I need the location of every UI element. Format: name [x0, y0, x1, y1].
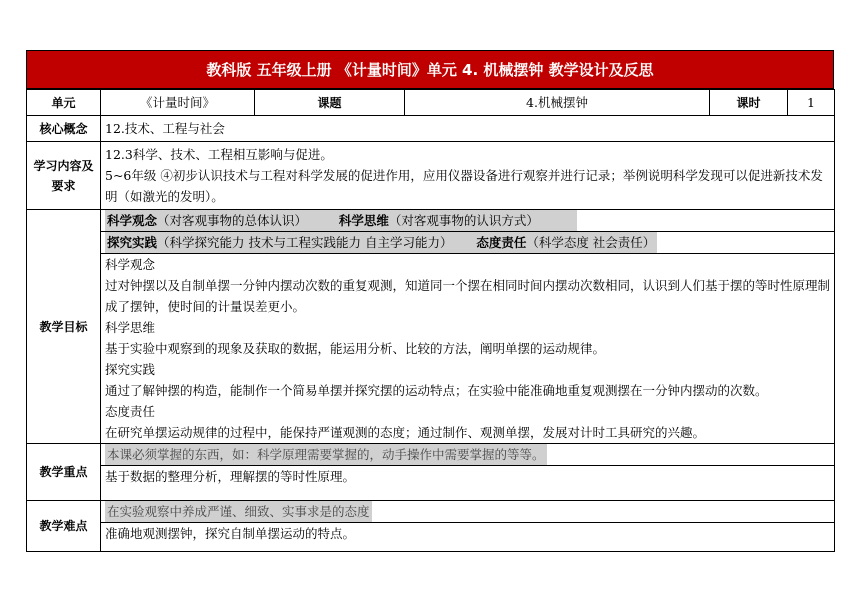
- goals-label: 教学目标: [27, 210, 101, 444]
- dim-attitude-responsibility-note: （科学态度 社会责任）: [526, 235, 656, 250]
- key-points-label: 教学重点: [27, 444, 101, 501]
- goal-item-4-text: 在研究单摆运动规律的过程中，能保持严谨观测的态度；通过制作、观测单摆，发展对计时工具研究的兴趣。: [105, 425, 706, 440]
- difficulties-cell: [101, 501, 835, 552]
- content-value: [101, 142, 835, 210]
- key-points-text: 基于数据的整理分析，理解摆的等时性原理。: [105, 469, 356, 484]
- dim-science-concept-note: （对客观事物的总体认识）: [157, 213, 308, 228]
- difficulties-hint-row: [101, 501, 834, 523]
- difficulties-hint: 在实验观察中养成严谨、细致、实事求是的态度: [105, 501, 372, 522]
- dim-science-thinking: 科学思维: [338, 213, 389, 228]
- goal-item-3-head: 探究实践: [105, 362, 156, 377]
- goals-row: [27, 210, 835, 444]
- goals-dimension-1: [101, 210, 834, 232]
- goal-item-1: [105, 254, 830, 317]
- unit-value: 《计量时间》: [101, 90, 255, 116]
- goal-item-2-text: 基于实验中观察到的现象及获取的数据，能运用分析、比较的方法，阐明单摆的运动规律。: [105, 341, 606, 356]
- dim-inquiry-practice-note: （科学探究能力 技术与工程实践能力 自主学习能力）: [157, 235, 453, 250]
- content-row: [27, 142, 835, 210]
- content-label: 学习内容及要求: [27, 142, 101, 210]
- goal-item-4: [105, 401, 830, 443]
- goals-dimension-1-highlight: [105, 210, 577, 231]
- key-points-hint: 本课必须掌握的东西，如：科学原理需要掌握的，动手操作中需要掌握的等等。: [105, 444, 547, 465]
- key-points-row: [27, 444, 835, 501]
- lesson-label: 课题: [255, 90, 405, 116]
- goal-item-3: [105, 359, 830, 401]
- goal-item-4-head: 态度责任: [105, 404, 156, 419]
- dim-science-concept: 科学观念: [107, 213, 158, 228]
- core-concept-row: [27, 116, 835, 142]
- core-concept-label: 核心概念: [27, 116, 101, 142]
- core-concept-value: 12.技术、工程与社会: [101, 116, 835, 142]
- lesson-value: 4.机械摆钟: [405, 90, 710, 116]
- goal-item-2: [105, 317, 830, 359]
- goal-item-2-head: 科学思维: [105, 320, 156, 335]
- goal-item-3-text: 通过了解钟摆的构造，能制作一个简易单摆并探究摆的运动特点；在实验中能准确地重复观测摆在一分钟内摆动的次数。: [105, 383, 768, 398]
- hours-value: 1: [788, 90, 835, 116]
- goal-item-1-head: 科学观念: [105, 257, 156, 272]
- difficulties-text: 准确地观测摆钟，探究自制单摆运动的特点。: [105, 526, 356, 541]
- content-line-1: 12.3科学、技术、工程相互影响与促进。: [105, 147, 333, 162]
- content-line-2: 5~6年级 ④初步认识技术与工程对科学发展的促进作用，应用仪器设备进行观察并进行记录；举例说明科学发现可以促进新技术发明（如激光的发明）。: [105, 168, 823, 204]
- goals-dimension-2-highlight: [105, 232, 657, 253]
- goals-dimension-2: [101, 232, 834, 254]
- difficulties-label: 教学难点: [27, 501, 101, 552]
- hours-label: 课时: [710, 90, 788, 116]
- key-points-cell: [101, 444, 835, 501]
- header-row: [27, 90, 835, 116]
- key-points-hint-row: [101, 444, 834, 466]
- dim-inquiry-practice: 探究实践: [107, 235, 158, 250]
- dim-science-thinking-note: （对客观事物的认识方式）: [388, 213, 539, 228]
- lesson-plan-document: [26, 50, 834, 552]
- goal-item-1-text: 过对钟摆以及自制单摆一分钟内摆动次数的重复观测，知道同一个摆在相同时间内摆动次数相同，认识到人们基于摆的等时性原理制成了摆钟，使时间的计量误差更小。: [105, 278, 831, 314]
- unit-label: 单元: [27, 90, 101, 116]
- difficulties-row: [27, 501, 835, 552]
- dim-attitude-responsibility: 态度责任: [476, 235, 527, 250]
- document-title: 教科版 五年级上册 《计量时间》单元 4. 机械摆钟 教学设计及反思: [26, 50, 834, 89]
- goals-cell: [101, 210, 835, 444]
- lesson-plan-table: [26, 89, 835, 552]
